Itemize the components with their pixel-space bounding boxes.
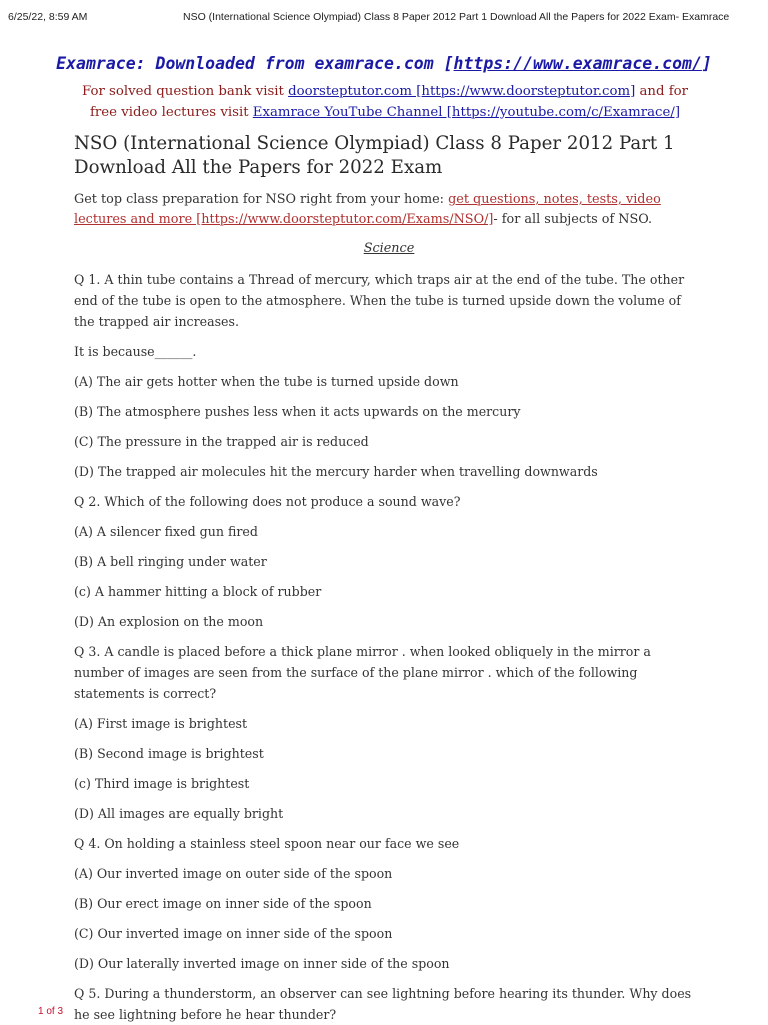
promo-notice bbox=[70, 81, 700, 123]
question-line: (D) The trapped air molecules hit the mercury harder when travelling downwards bbox=[74, 464, 598, 479]
promo-text-1: For solved question bank visit bbox=[81, 84, 289, 99]
banner-prefix: Examrace: Downloaded from examrace.com [ bbox=[56, 54, 454, 73]
question-line: (A) A silencer fixed gun fired bbox=[74, 524, 258, 539]
question-line: (D) Our laterally inverted image on inner side of the spoon bbox=[74, 956, 450, 971]
nso-exam-link[interactable]: get questions, notes, tests, video lectures and more [https://www.doorsteptutor.com/Exams/NSO/] bbox=[74, 192, 661, 227]
subject-heading: Science bbox=[363, 241, 415, 256]
print-title: NSO (International Science Olympiad) Class 8 Paper 2012 Part 1 Download All the Papers for 2022 Exam- Examrace bbox=[183, 11, 730, 23]
page-indicator: 1 of 3 bbox=[38, 1006, 64, 1017]
question-line: Q 3. A candle is placed before a thick plane mirror . when looked obliquely in the mirror a number of images are seen from the surface of the plane mirror . which of the following statements is correct? bbox=[74, 644, 651, 701]
intro-paragraph bbox=[74, 190, 704, 230]
page-title: NSO (International Science Olympiad) Class 8 Paper 2012 Part 1 Download All the Papers for 2022 Exam bbox=[74, 133, 675, 178]
question-line: (A) First image is brightest bbox=[74, 716, 248, 731]
question-line: (C) The pressure in the trapped air is reduced bbox=[74, 434, 369, 449]
question-line: (B) Second image is brightest bbox=[74, 746, 264, 761]
question-line: (C) Our inverted image on inner side of the spoon bbox=[74, 926, 393, 941]
question-line: Q 2. Which of the following does not produce a sound wave? bbox=[74, 494, 461, 509]
intro-suffix: - for all subjects of NSO. bbox=[493, 212, 653, 227]
question-line: (B) Our erect image on inner side of the spoon bbox=[74, 896, 372, 911]
question-line: It is because______. bbox=[74, 344, 197, 359]
question-line: (D) All images are equally bright bbox=[74, 806, 284, 821]
intro-text: Get top class preparation for NSO right from your home: bbox=[74, 192, 449, 207]
question-line: Q 1. A thin tube contains a Thread of mercury, which traps air at the end of the tube. The other end of the tube is open to the atmosphere. When the tube is turned upside down the volume of the trapped air increases. bbox=[74, 272, 685, 329]
examrace-banner bbox=[0, 54, 768, 73]
question-line: (B) The atmosphere pushes less when it acts upwards on the mercury bbox=[74, 404, 521, 419]
banner-suffix: ] bbox=[701, 54, 712, 73]
question-line: Q 5. During a thunderstorm, an observer can see lightning before hearing its thunder. Why does he see lightning before he hear thunder? bbox=[74, 986, 692, 1022]
question-line: (c) Third image is brightest bbox=[74, 776, 250, 791]
print-timestamp: 6/25/22, 8:59 AM bbox=[8, 11, 88, 23]
question-line: (B) A bell ringing under water bbox=[74, 554, 267, 569]
youtube-channel-link[interactable]: Examrace YouTube Channel [https://youtube.com/c/Examrace/] bbox=[252, 105, 681, 120]
banner-link[interactable]: https://www.examrace.com/ bbox=[453, 54, 702, 73]
doorsteptutor-link[interactable]: doorsteptutor.com [https://www.doorsteptutor.com] bbox=[288, 84, 636, 99]
article bbox=[74, 132, 704, 1025]
question-line: (c) A hammer hitting a block of rubber bbox=[74, 584, 322, 599]
question-line: (A) The air gets hotter when the tube is turned upside down bbox=[74, 374, 459, 389]
question-list bbox=[74, 269, 704, 1025]
question-line: (D) An explosion on the moon bbox=[74, 614, 264, 629]
question-line: (A) Our inverted image on outer side of the spoon bbox=[74, 866, 393, 881]
question-line: Q 4. On holding a stainless steel spoon near our face we see bbox=[74, 836, 460, 851]
promo-text-2: and for free video lectures visit bbox=[89, 84, 689, 120]
